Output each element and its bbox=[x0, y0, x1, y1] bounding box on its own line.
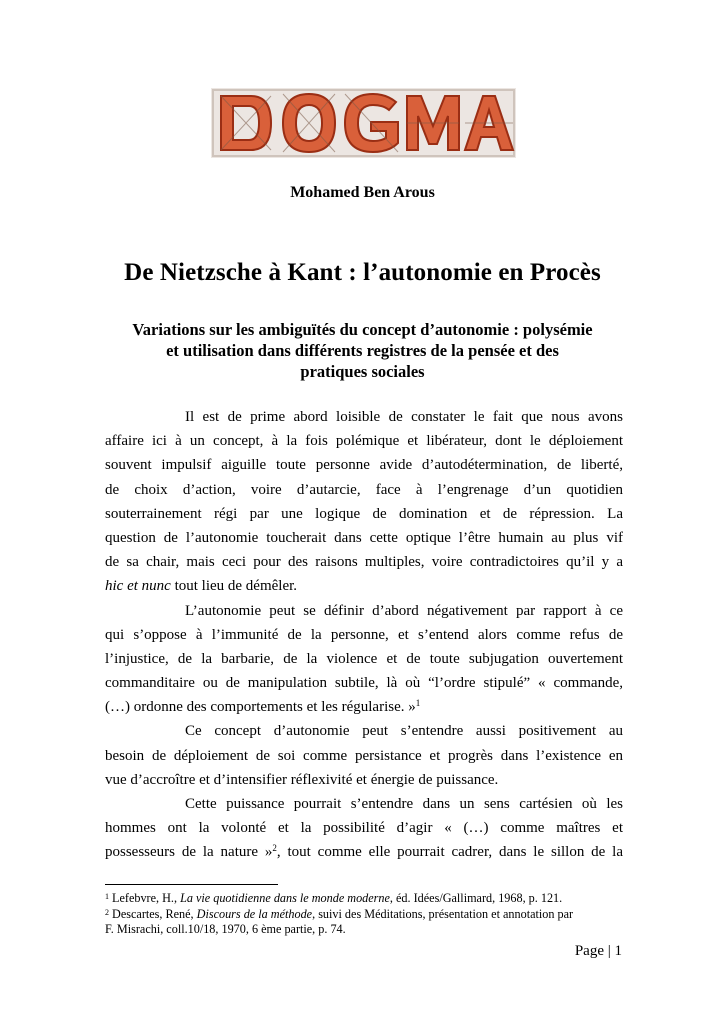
body-line: question de l’autonomie toucherait dans cette optique l’être humain au plus vif bbox=[105, 529, 623, 546]
footnote-2-continued: F. Misrachi, coll.10/18, 1970, 6 ème partie, p. 74. bbox=[105, 922, 346, 936]
footnote-text: Lefebvre, H., bbox=[109, 891, 181, 905]
footnote-title: La vie quotidienne dans le monde moderne bbox=[180, 891, 390, 905]
footnote-1 bbox=[105, 891, 625, 907]
body-text-run: possesseurs de la nature » bbox=[105, 844, 273, 861]
body-line: hommes ont la volonté et la possibilité d’agir « (…) comme maîtres et bbox=[105, 820, 623, 837]
body-text-run: tout lieu de démêler. bbox=[170, 578, 298, 595]
body-line: Il est de prime abord loisible de constater le fait que nous avons bbox=[185, 409, 623, 425]
body-line: l’injustice, de la barbarie, de la violence et de toute subjugation ouvertement bbox=[105, 650, 623, 667]
footnote-number: 2 bbox=[105, 907, 109, 917]
body-line bbox=[105, 695, 623, 719]
body-line: vue d’accroître et d’intensifier réflexivité et énergie de puissance. bbox=[105, 771, 499, 788]
footnote-reference[interactable]: 2 bbox=[272, 843, 277, 854]
author-name: Mohamed Ben Arous bbox=[290, 184, 435, 201]
body-line: Ce concept d’autonomie peut s’entendre aussi positivement au bbox=[185, 723, 623, 740]
subtitle-line: Variations sur les ambiguïtés du concept d’autonomie : polysémie bbox=[132, 320, 593, 339]
body-line bbox=[105, 840, 623, 864]
body-line: affaire ici à un concept, à la fois polémique et libérateur, dont le déploiement bbox=[105, 433, 623, 450]
body-line: besoin de déploiement de soi comme persistance et progrès dans l’existence en bbox=[105, 747, 623, 764]
footnote-text: , éd. Idées/Gallimard, 1968, p. 121. bbox=[389, 891, 563, 905]
body-line: L’autonomie peut se définir d’abord négativement par rapport à ce bbox=[185, 602, 623, 619]
subtitle-line: et utilisation dans différents registres de la pensée et des bbox=[166, 341, 559, 360]
body-line: qui s’oppose à l’immunité de la personne, et s’entend alors comme refus de bbox=[105, 626, 623, 643]
italic-phrase: hic et nunc bbox=[105, 578, 171, 595]
footnotes bbox=[105, 891, 625, 938]
footnote-number: 1 bbox=[105, 892, 109, 901]
footnote-2 bbox=[105, 907, 625, 923]
body-text-run: (…) ordonne des comportements et les régularise. » bbox=[105, 699, 416, 716]
body-line: souterrainement régi par une logique de domination et de répression. La bbox=[105, 505, 623, 522]
dogma-logo-graphic bbox=[211, 88, 516, 158]
body-line bbox=[105, 574, 623, 598]
body-line: de sa chair, mais ceci pour des raisons multiples, voire contradictoires qu’il y a bbox=[105, 554, 623, 571]
body-line: souvent impulsif aiguille toute personne avide d’autodétermination, de liberté, bbox=[105, 457, 623, 474]
body-text bbox=[105, 405, 623, 865]
body-text-run: , tout comme elle pourrait cadrer, dans le sillon de la bbox=[276, 844, 624, 861]
footnote-text: , suivi des Méditations, présentation et annotation par bbox=[312, 906, 574, 921]
body-line: Cette puissance pourrait s’entendre dans un sens cartésien où les bbox=[185, 796, 623, 812]
footnote-text: Descartes, René, bbox=[109, 906, 197, 921]
body-line: de choix d’action, voire d’autarcie, face à l’engrenage d’un quotidien bbox=[105, 481, 623, 498]
footnote-separator bbox=[105, 884, 278, 885]
footnote-reference[interactable]: 1 bbox=[415, 698, 421, 709]
dogma-logo bbox=[211, 88, 516, 158]
page-number: Page | 1 bbox=[574, 943, 622, 959]
footnote-title: Discours de la méthode bbox=[196, 906, 313, 921]
document-title: De Nietzsche à Kant : l’autonomie en Procès bbox=[124, 259, 601, 286]
subtitle-line: pratiques sociales bbox=[300, 362, 425, 381]
document-subtitle bbox=[110, 319, 615, 382]
body-line: commanditaire ou de manipulation subtile, là où “l’ordre stipulé” « commande, bbox=[105, 675, 623, 692]
